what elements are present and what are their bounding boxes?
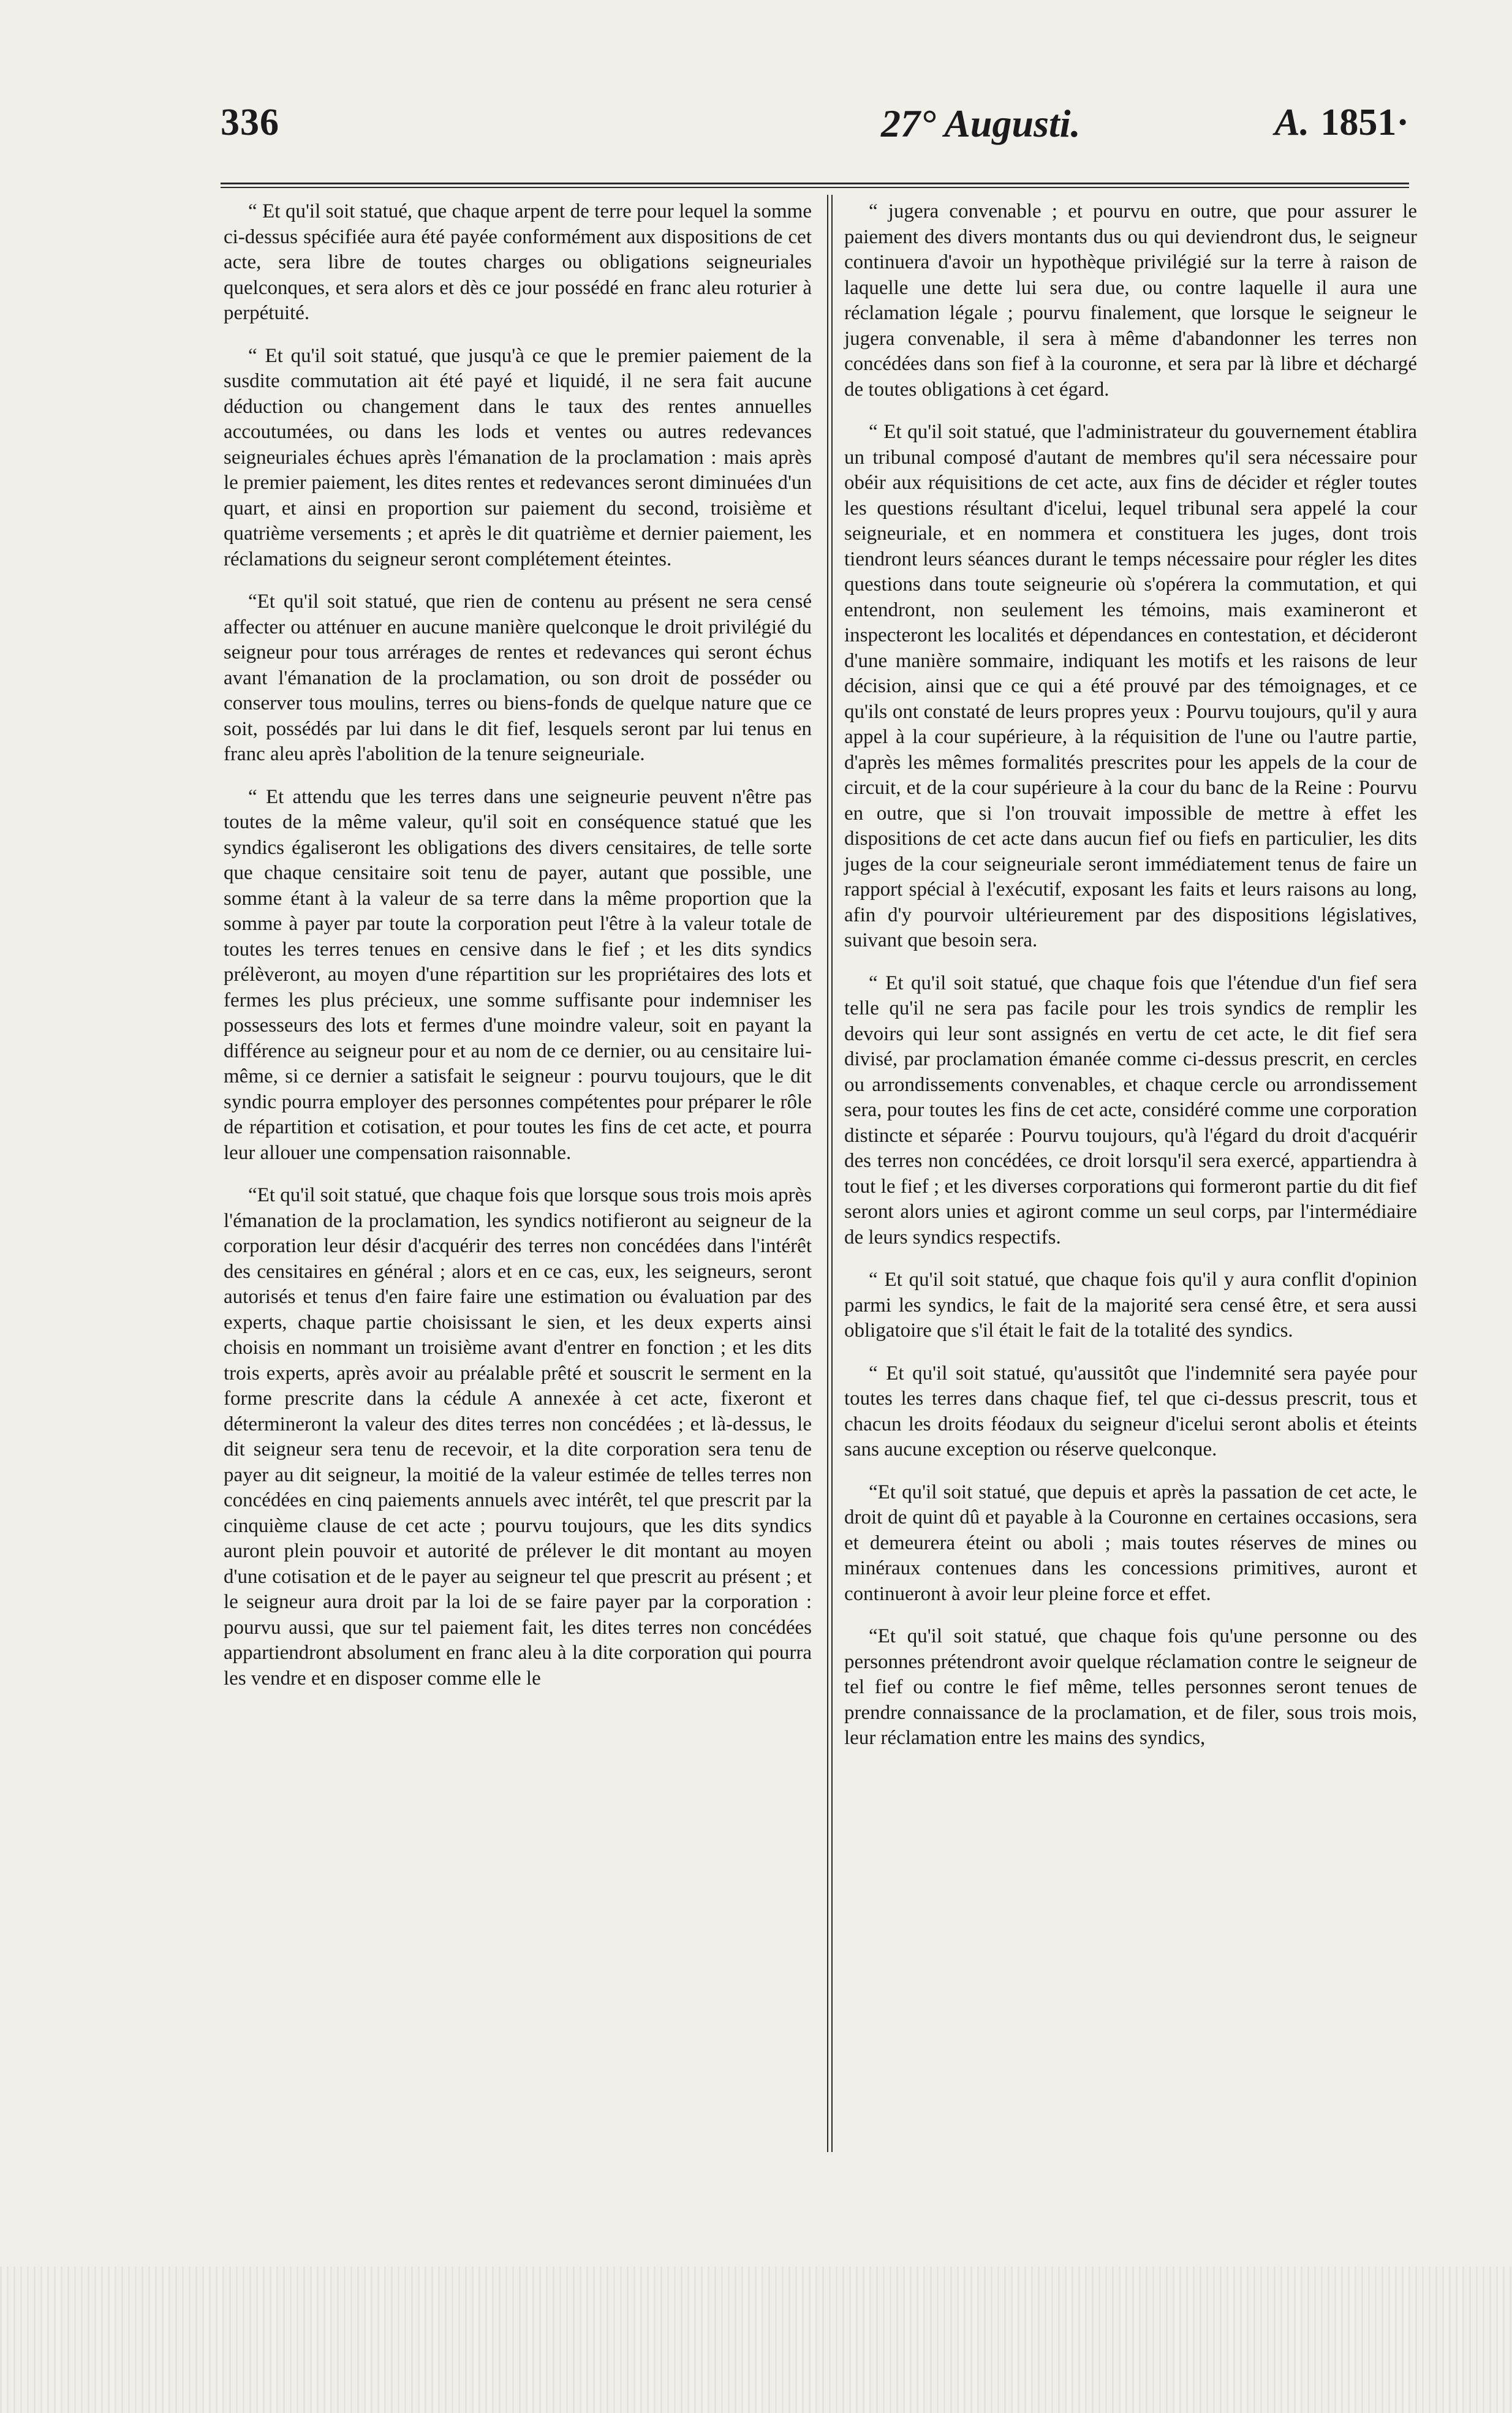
- header-date: 27° Augusti.: [881, 102, 1081, 145]
- right-paragraph-6: “Et qu'il soit statué, que depuis et après la passation de cet acte, le droit de quint dû et payable à la Couronne en certaines occasions, sera et demeurera éteint ou aboli ; mais toutes réserves de mines ou minéraux contenues dans les concessions primitives, auront et continueront à avoir leur pleine force et effet.: [844, 1481, 1417, 1605]
- left-paragraph-4: “ Et attendu que les terres dans une seigneurie peuvent n'être pas toutes de la même valeur, qu'il soit en conséquence statué que les syndics égaliseront les obligations des divers censitaires, de telle sorte que chaque censitaire soit tenu de payer, autant que possible, une somme étant à la valeur de sa terre dans la même proportion que la somme à payer par toute la corporation peut l'être à la valeur totale de toutes les terres tenues en censive dans le fief ; et les dits syndics prélèveront, au moyen d'une répartition sur les propriétaires des lots et fermes les plus précieux, une somme suffisante pour indemniser les possesseurs des lots et fermes d'une moindre valeur, soit en payant la différence au seigneur pour et au nom de ce dernier, ou au censitaire lui-même, si ce dernier a satisfait le seigneur : pourvu toujours, que le dit syndic pourra employer des personnes compétentes pour préparer le rôle de répartition et cotisation, et pour toutes les fins de cet acte, et pourra leur allouer une compensation raisonnable.: [224, 785, 812, 1164]
- right-paragraph-2: “ Et qu'il soit statué, que l'administrateur du gouvernement établira un tribunal composé d'autant de membres qu'il sera nécessaire pour obéir aux réquisitions de cet acte, aux fins de décider et régler toutes les questions résultant d'icelui, lequel tribunal sera appelé la cour seigneuriale, et en nommera et constituera les juges, dont trois tiendront leurs séances durant le temps nécessaire pour régler les dites questions dans toute seigneurie où s'opérera la commutation, et qui entendront, non seulement les témoins, mais examineront et inspecteront les localités et dépendances en contestation, et décideront d'une manière sommaire, indiquant les motifs et les raisons de leur décision, ainsi que ce qui a été prouvé par des témoignages, et ce qu'ils ont constaté de leurs propres yeux : Pourvu toujours, qu'il y aura appel à la cour supérieure, à la réquisition de l'une ou l'autre partie, d'après les mêmes formalités prescrites pour les appels de la cour de circuit, et de la cour supérieure à la cour du banc de la Reine : Pourvu en outre, que si l'on trouvait impossible de mettre à effet les dispositions de cet acte dans aucun fief ou fiefs en particulier, les dits juges de la cour seigneuriale seront immédiatement tenus de faire un rapport spécial à l'exécutif, exposant les faits et leurs raisons au long, afin d'y pourvoir ultérieurement par des dispositions législatives, suivant que besoin sera.: [844, 421, 1417, 951]
- left-paragraph-2: “ Et qu'il soit statué, que jusqu'à ce que le premier paiement de la susdite commutation ait été payé et liquidé, il ne sera fait aucune déduction ou changement dans le taux des rentes annuelles accoutumées, ou dans les lods et ventes ou autres redevances seigneuriales échues après l'émanation de la proclamation : mais après le premier paiement, les dites rentes et redevances seront diminuées d'un quart, et ainsi en proportion sur paiement du second, troisième et quatrième versements ; et après le dit quatrième et dernier paiement, les réclamations du seigneur seront complétement éteintes.: [224, 344, 812, 570]
- right-paragraph-3: “ Et qu'il soit statué, que chaque fois que l'étendue d'un fief sera telle qu'il ne sera pas facile pour les trois syndics de remplir les devoirs qui leur sont assignés en vertu de cet acte, le dit fief sera divisé, par proclamation émanée comme ci-dessus prescrit, en cercles ou arrondissements convenables, et chaque cercle ou arrondissement sera, pour toutes les fins de cet acte, considéré comme une corporation distincte et séparée : Pourvu toujours, qu'à l'égard du droit d'acquérir des terres non concédées, ce droit lorsqu'il sera exercé, appartiendra à tout le fief ; et les diverses corporations qui formeront partie du dit fief seront alors unies et agiront comme un seul corps, par l'intermédiaire de leurs syndics respectifs.: [844, 972, 1417, 1248]
- header-rule-bottom: [221, 187, 1409, 188]
- header-year: [1274, 101, 1409, 145]
- left-paragraph-5: “Et qu'il soit statué, que chaque fois que lorsque sous trois mois après l'émanation de la proclamation, les syndics notifieront au seigneur de la corporation leur désir d'acquérir des terres non concédées dans l'intérêt des censitaires en général ; alors et en ce cas, eux, les seigneurs, seront autorisés et tenus d'en faire faire une estimation ou évaluation par des experts, chaque partie choisissant le sien, et les deux experts ainsi choisis en nommant un troisième avant d'entrer en fonction ; et les dits trois experts, après avoir au préalable prêté et souscrit le serment en la forme prescrite dans la cédule A annexée à cet acte, fixeront et détermineront la valeur des dites terres non concédées ; et là-dessus, le dit seigneur sera tenu de recevoir, et la dite corporation sera tenu de payer au dit seigneur, la moitié de la valeur estimée de telles terres non concédées en cinq paiements annuels avec intérêt, tel que prescrit par la cinquième clause de cet acte ; pourvu toujours, que les dits syndics auront plein pouvoir et autorité de prélever le dit montant au moyen d'une cotisation et de le payer au seigneur tel que prescrit au présent ; et le seigneur aura droit par la loi de se faire payer par la corporation : pourvu aussi, que sur tel paiement fait, les dites terres non concédées appartiendront absolument en franc aleu à la dite corporation qui pourra les vendre et en disposer comme elle le: [224, 1184, 812, 1690]
- left-paragraph-1: “ Et qu'il soit statué, que chaque arpent de terre pour lequel la somme ci-dessus spécifiée aura été payée conformément aux dispositions de cet acte, sera libre de toutes charges ou obligations seigneuriales quelconques, et sera alors et dès ce jour possédé en franc aleu roturier à perpétuité.: [224, 200, 812, 324]
- right-paragraph-5: “ Et qu'il soit statué, qu'aussitôt que l'indemnité sera payée pour toutes les terres dans chaque fief, tel que ci-dessus prescrit, tous et chacun les droits féodaux du seigneur d'icelui seront abolis et éteints sans aucune exception ou réserve quelconque.: [844, 1362, 1417, 1460]
- year-letter: A.: [1274, 102, 1310, 143]
- right-column: [844, 199, 1417, 1769]
- left-column: [224, 199, 812, 1709]
- header-rule-top: [221, 183, 1409, 184]
- right-paragraph-1: “ jugera convenable ; et pourvu en outre, que pour assurer le paiement des divers montants dus ou qui deviendront dus, le seigneur continuera d'avoir un hypothèque privilégié sur la terre à raison de laquelle une dette lui sera due, ou contre laquelle il aura une réclamation légale ; pourvu finalement, que lorsque le seigneur le jugera convenable, il sera à même d'abandonner les terres non concédées dans son fief à la couronne, et sera par là libre et déchargé de toutes obligations à cet égard.: [844, 200, 1417, 401]
- year-value: 1851·: [1320, 102, 1409, 143]
- scan-noise-band: [0, 2267, 1512, 2413]
- running-header: [221, 101, 1409, 159]
- page-number: 336: [221, 102, 279, 143]
- column-separator-right: [831, 195, 833, 2152]
- right-paragraph-7: “Et qu'il soit statué, que chaque fois qu'une personne ou des personnes prétendront avoir quelque réclamation contre le seigneur de tel fief ou contre le fief même, telles personnes seront tenues de prendre connaissance de la proclamation, et de filer, sous trois mois, leur réclamation entre les mains des syndics,: [844, 1625, 1417, 1749]
- left-paragraph-3: “Et qu'il soit statué, que rien de contenu au présent ne sera censé affecter ou atténuer en aucune manière quelconque le droit privilégié du seigneur pour tous arrérages de rentes et redevances qui seront échus avant l'émanation de la proclamation, ou son droit de posséder ou conserver tous moulins, terres ou biens-fonds de quelque nature que ce soit, possédés par lui dans le dit fief, lesquels seront par lui tenus en franc aleu après l'abolition de la tenure seigneuriale.: [224, 591, 812, 765]
- column-separator-left: [827, 195, 828, 2152]
- right-paragraph-4: “ Et qu'il soit statué, que chaque fois qu'il y aura conflit d'opinion parmi les syndics, le fait de la majorité sera censé être, et sera aussi obligatoire que s'il était le fait de la totalité des syndics.: [844, 1269, 1417, 1342]
